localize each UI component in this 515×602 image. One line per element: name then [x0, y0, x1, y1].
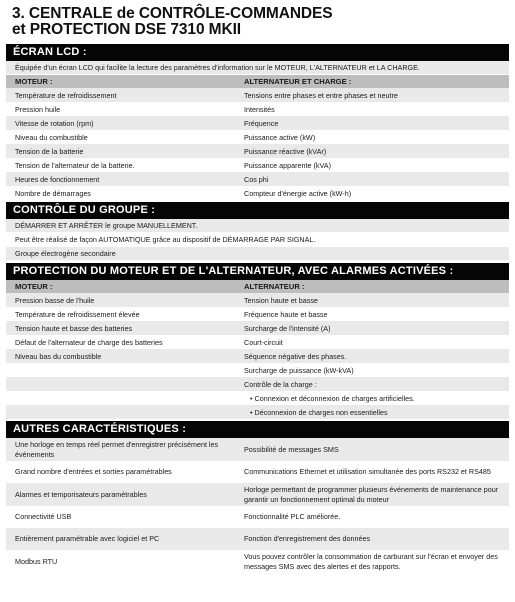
- ecran-intro: Équipée d'un écran LCD qui facilite la lecture des paramètres d'information sur le MOTEUR, L'ALTERNATEUR et LA CHARGE.: [6, 61, 509, 75]
- table-row: [6, 528, 509, 550]
- cell-left: [6, 363, 242, 377]
- table-row: [6, 158, 509, 172]
- cell-left: Défaut de l'alternateur de charge des batteries: [15, 338, 163, 347]
- table-row: [6, 321, 509, 335]
- section-header-ecran: ÉCRAN LCD :: [6, 44, 509, 61]
- table-row: [6, 363, 509, 377]
- cell-left: Pression basse de l'huile: [15, 296, 95, 305]
- cell-right: • Connexion et déconnexion de charges artificielles.: [250, 394, 415, 403]
- cell-right: Séquence négative des phases.: [244, 352, 347, 361]
- cell-right: Puissance active (kW): [244, 133, 316, 142]
- cell-left: Tension haute et basse des batteries: [15, 324, 133, 333]
- table-row: [6, 377, 509, 391]
- cell-right: Contrôle de la charge :: [244, 380, 317, 389]
- table-row: [6, 116, 509, 130]
- table-row: [6, 506, 509, 528]
- table-row: [6, 102, 509, 116]
- cell-left: Température de refroidissement élevée: [15, 310, 140, 319]
- cell-right: Compteur d'énergie active (kW-h): [244, 189, 352, 198]
- ecran-column-headers: [6, 75, 509, 88]
- cell-left: Heures de fonctionnement: [15, 175, 100, 184]
- col-head-alternateur: ALTERNATEUR :: [244, 282, 305, 291]
- cell-left: [6, 377, 242, 391]
- cell-right: • Déconnexion de charges non essentielles: [250, 408, 388, 417]
- cell-left: Tension de l'alternateur de la batterie.: [15, 161, 135, 170]
- table-row: [6, 391, 509, 405]
- table-row: [6, 172, 509, 186]
- protection-column-headers: [6, 280, 509, 293]
- table-row: [6, 349, 509, 363]
- ecran-table: [6, 88, 509, 200]
- cell-left: Vitesse de rotation (rpm): [15, 119, 94, 128]
- cell-left: Température de refroidissement: [15, 91, 117, 100]
- page-title: [12, 6, 509, 38]
- cell-right: Fréquence: [244, 119, 279, 128]
- cell-right: Tensions entre phases et entre phases et neutre: [244, 91, 398, 100]
- cell-left: Modbus RTU: [15, 556, 58, 566]
- cell-right: Fonction d'enregistrement des données: [244, 534, 371, 544]
- table-row: [6, 293, 509, 307]
- protection-table: [6, 293, 509, 419]
- list-item: Peut être réalisé de façon AUTOMATIQUE grâce au dispositif de DÉMARRAGE PAR SIGNAL.: [6, 233, 509, 247]
- col-head-moteur-protection: MOTEUR :: [15, 282, 53, 291]
- cell-left: Une horloge en temps réel permet d'enregistrer précisément les événements: [15, 440, 219, 459]
- cell-right: Communications Ethernet et utilisation simultanée des ports RS232 et RS485: [244, 467, 491, 477]
- table-row: [6, 483, 509, 506]
- cell-left: Connectivité USB: [15, 512, 72, 522]
- table-row: [6, 438, 509, 461]
- cell-right: Vous pouvez contrôler la consommation de carburant sur l'écran et envoyer des messages SMS avec des alertes et des rapports.: [244, 552, 498, 571]
- cell-right: Puissance réactive (kVAr): [244, 147, 327, 156]
- cell-right: Puissance apparente (kVA): [244, 161, 331, 170]
- cell-left: Nombre de démarrages: [15, 189, 91, 198]
- table-row: [6, 88, 509, 102]
- table-row: [6, 405, 509, 419]
- table-row: [6, 461, 509, 483]
- cell-left: [6, 405, 242, 419]
- table-row: [6, 550, 509, 573]
- cell-left: Grand nombre d'entrées et sorties paramétrables: [15, 467, 172, 477]
- cell-left: Niveau du combustible: [15, 133, 88, 142]
- cell-left: Pression huile: [15, 105, 61, 114]
- cell-right: Surcharge de l'intensité (A): [244, 324, 331, 333]
- col-head-alternateur-charge: ALTERNATEUR ET CHARGE :: [244, 77, 352, 86]
- list-item: DÉMARRER ET ARRÊTER le groupe MANUELLEMENT.: [6, 219, 509, 233]
- table-row: [6, 186, 509, 200]
- cell-right: Horloge permettant de programmer plusieurs événements de maintenance pour garantir un fonctionnement optimal du moteur: [244, 485, 499, 504]
- autres-table: [6, 438, 509, 573]
- table-row: [6, 144, 509, 158]
- col-head-moteur: MOTEUR :: [15, 77, 53, 86]
- cell-right: Possibilité de messages SMS: [244, 444, 339, 454]
- cell-left: Tension de la batterie: [15, 147, 84, 156]
- list-item: Groupe électrogène secondaire: [6, 247, 509, 261]
- cell-left: Niveau bas du combustible: [15, 352, 102, 361]
- table-row: [6, 335, 509, 349]
- title-line-1: 3. CENTRALE de CONTRÔLE-COMMANDES: [12, 5, 333, 22]
- cell-left: Entièrement paramétrable avec logiciel et PC: [15, 534, 160, 544]
- table-row: [6, 307, 509, 321]
- title-line-2: et PROTECTION DSE 7310 MKII: [12, 21, 241, 38]
- cell-right: Intensités: [244, 105, 275, 114]
- cell-right: Fonctionnalité PLC améliorée.: [244, 512, 341, 522]
- cell-left: [6, 391, 242, 405]
- table-row: [6, 130, 509, 144]
- cell-right: Tension haute et basse: [244, 296, 318, 305]
- cell-right: Surcharge de puissance (kW-kVA): [244, 366, 354, 375]
- section-header-autres: AUTRES CARACTÉRISTIQUES :: [6, 421, 509, 438]
- section-header-controle: CONTRÔLE DU GROUPE :: [6, 202, 509, 219]
- cell-right: Cos phi: [244, 175, 269, 184]
- cell-right: Fréquence haute et basse: [244, 310, 328, 319]
- controle-list: [6, 219, 509, 261]
- section-header-protection: PROTECTION DU MOTEUR ET DE L'ALTERNATEUR, AVEC ALARMES ACTIVÉES :: [6, 263, 509, 280]
- cell-left: Alarmes et temporisateurs paramétrables: [15, 489, 147, 499]
- cell-right: Court-circuit: [244, 338, 283, 347]
